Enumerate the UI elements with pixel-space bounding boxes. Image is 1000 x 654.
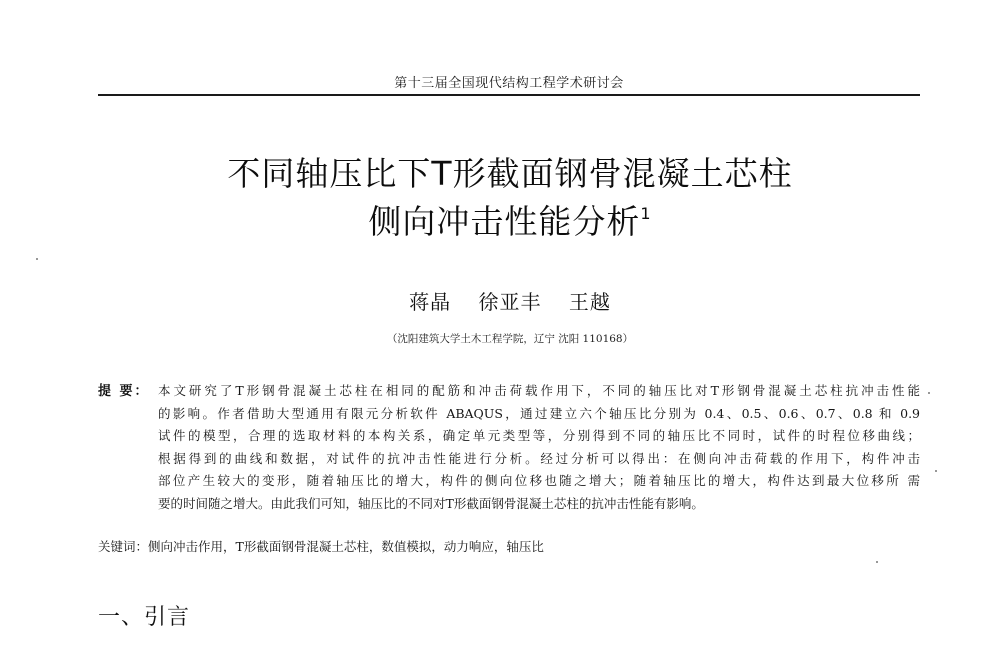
paper-title-line2	[100, 196, 920, 243]
scan-speck	[876, 561, 878, 563]
affiliation: （沈阳建筑大学土木工程学院，辽宁 沈阳 110168）	[386, 333, 634, 345]
paper-title-line1-text: 不同轴压比下T形截面钢骨混凝土芯柱	[227, 154, 793, 193]
keywords: 关键词：侧向冲击作用，T形截面钢骨混凝土芯柱，数值模拟，动力响应，轴压比	[98, 539, 544, 554]
scan-speck	[36, 258, 38, 260]
paper-title-line2-text: 侧向冲击性能分析	[368, 202, 641, 241]
abstract-line: 的影响。作者借助大型通用有限元分析软件 ABAQUS，通过建立六个轴压比分别为 0.4、0.5、0.6、0.7、0.8 和 0.9	[158, 405, 920, 421]
header-rule	[98, 94, 920, 96]
running-header: 第十三届全国现代结构工程学术研讨会	[394, 76, 624, 91]
abstract-line: 试件的模型，合理的选取材料的本构关系，确定单元类型等，分别得到不同的轴压比不同时，试件的时程位移曲线；	[158, 428, 920, 444]
abstract-label: 提 要：	[98, 384, 150, 399]
authors: 蒋晶 徐亚丰 王越	[409, 290, 611, 314]
paper-title-line1	[100, 148, 920, 195]
abstract-line: 要的时间随之增大。由此我们可知，轴压比的不同对T形截面钢骨混凝土芯柱的抗冲击性能有影响。	[158, 495, 704, 511]
abstract-line: 根据得到的曲线和数据，对试件的抗冲击性能进行分析。经过分析可以得出：在侧向冲击荷载的作用下，构件冲击	[158, 450, 920, 466]
abstract-line: 部位产生较大的变形，随着轴压比的增大，构件的侧向位移也随之增大；随着轴压比的增大，构件达到最大位移所 需	[158, 473, 920, 489]
scan-speck	[928, 392, 930, 394]
title-footnote-mark: 1	[640, 204, 652, 223]
section-heading: 一、引言	[98, 605, 191, 630]
scan-speck	[935, 470, 937, 472]
abstract-line: 本文研究了T形钢骨混凝土芯柱在相同的配筋和冲击荷载作用下，不同的轴压比对T形钢骨混凝土芯柱抗冲击性能	[158, 383, 920, 398]
abstract-body	[158, 380, 920, 516]
